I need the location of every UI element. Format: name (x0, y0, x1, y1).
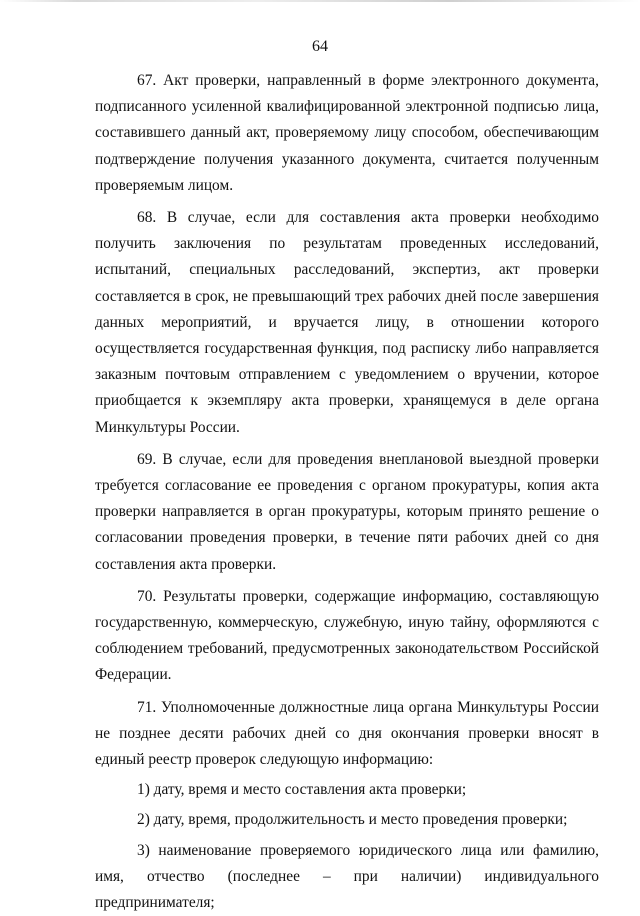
paragraph-70: 70. Результаты проверки, содержащие информацию, составляющую государственную, коммерческую, служебную, иную тайну, оформляются с соблюдением требований, предусмотренных законодательством Российской Федерации. (95, 587, 599, 684)
list-item-1: 1) дату, время и место составления акта проверки; (137, 781, 467, 799)
list-item-3: 3) наименование проверяемого юридического лица или фамилию, имя, отчество (последнее – при наличии) индивидуального предпринимателя; (95, 841, 599, 912)
page-number: 64 (312, 38, 328, 55)
list-item-2: 2) дату, время, продолжительность и место проведения проверки; (137, 811, 568, 829)
document-body (95, 68, 599, 916)
paragraph-69: 69. В случае, если для проведения внеплановой выездной проверки требуется согласование ее проведения с органом прокуратуры, копия акта проверки направляется в орган прокуратуры, которым принято решение о согласовании проведения проверки, в течение пяти рабочих дней со дня составления акта проверки. (95, 450, 599, 573)
paragraph-68: 68. В случае, если для составления акта проверки необходимо получить заключения по результатам проведенных исследований, испытаний, специальных расследований, экспертиз, акт проверки составляется в срок, не превышающий трех рабочих дней после завершения данных мероприятий, и вручается лицу, в отношении которого осуществляется государственная функция, под расписку либо направляется заказным почтовым отправлением с уведомлением о вручении, которое приобщается к экземпляру акта проверки, хранящемуся в деле органа Минкультуры России. (95, 209, 599, 436)
paragraph-67: 67. Акт проверки, направленный в форме электронного документа, подписанного усиленной квалифицированной электронной подписью лица, составившего данный акт, проверяемому лицу способом, обеспечивающим подтверждение получения указанного документа, считается полученным проверяемым лицом. (95, 72, 599, 194)
scan-edge-line (0, 0, 640, 2)
paragraph-71: 71. Уполномоченные должностные лица органа Минкультуры России не позднее десяти рабочих дней со дня окончания проверки вносят в единый реестр проверок следующую информацию: (95, 698, 599, 769)
